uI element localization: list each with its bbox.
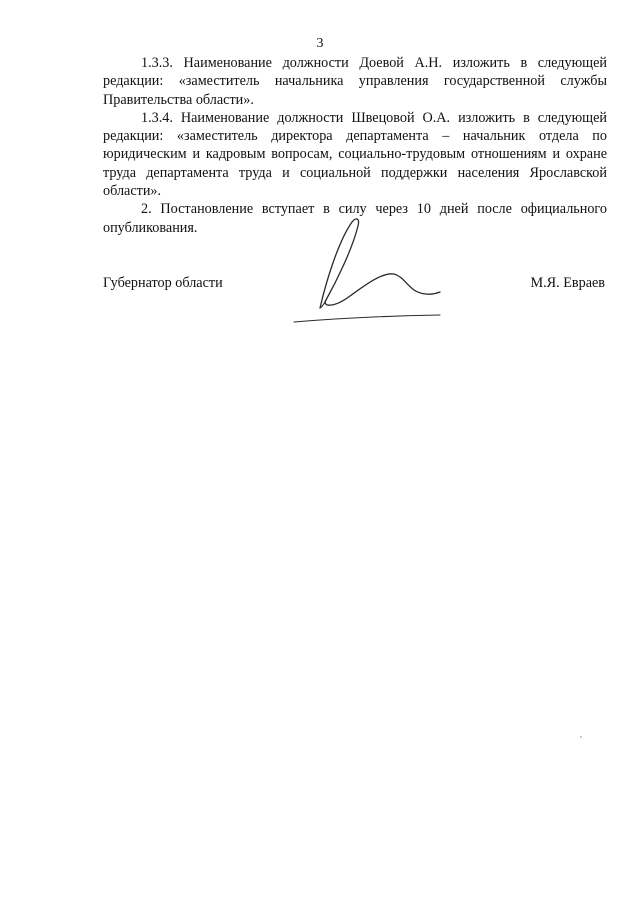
signatory-name: М.Я. Евраев (530, 275, 605, 291)
paragraph-2: 2. Постановление вступает в силу через 10 дней после официального опубликования. (103, 201, 607, 236)
paragraph-1-3-4: 1.3.4. Наименование должности Швецовой О.А. изложить в следующей редакции: «заместитель директора департамента – начальник отдела по юридическим и кадровым вопросам, социально-трудовым отношениям и охране труда департамента труда и социальной поддержки населения Ярославской области». (103, 109, 607, 200)
handwritten-signature (290, 212, 450, 327)
page-number: 3 (316, 36, 324, 51)
paragraph-1-3-3: 1.3.3. Наименование должности Доевой А.Н. изложить в следующей редакции: «заместитель начальника управления государственной службы Правительства области». (103, 55, 607, 108)
signatory-title: Губернатор области (103, 275, 223, 291)
scan-artifact (580, 736, 582, 738)
document-body (103, 54, 607, 237)
